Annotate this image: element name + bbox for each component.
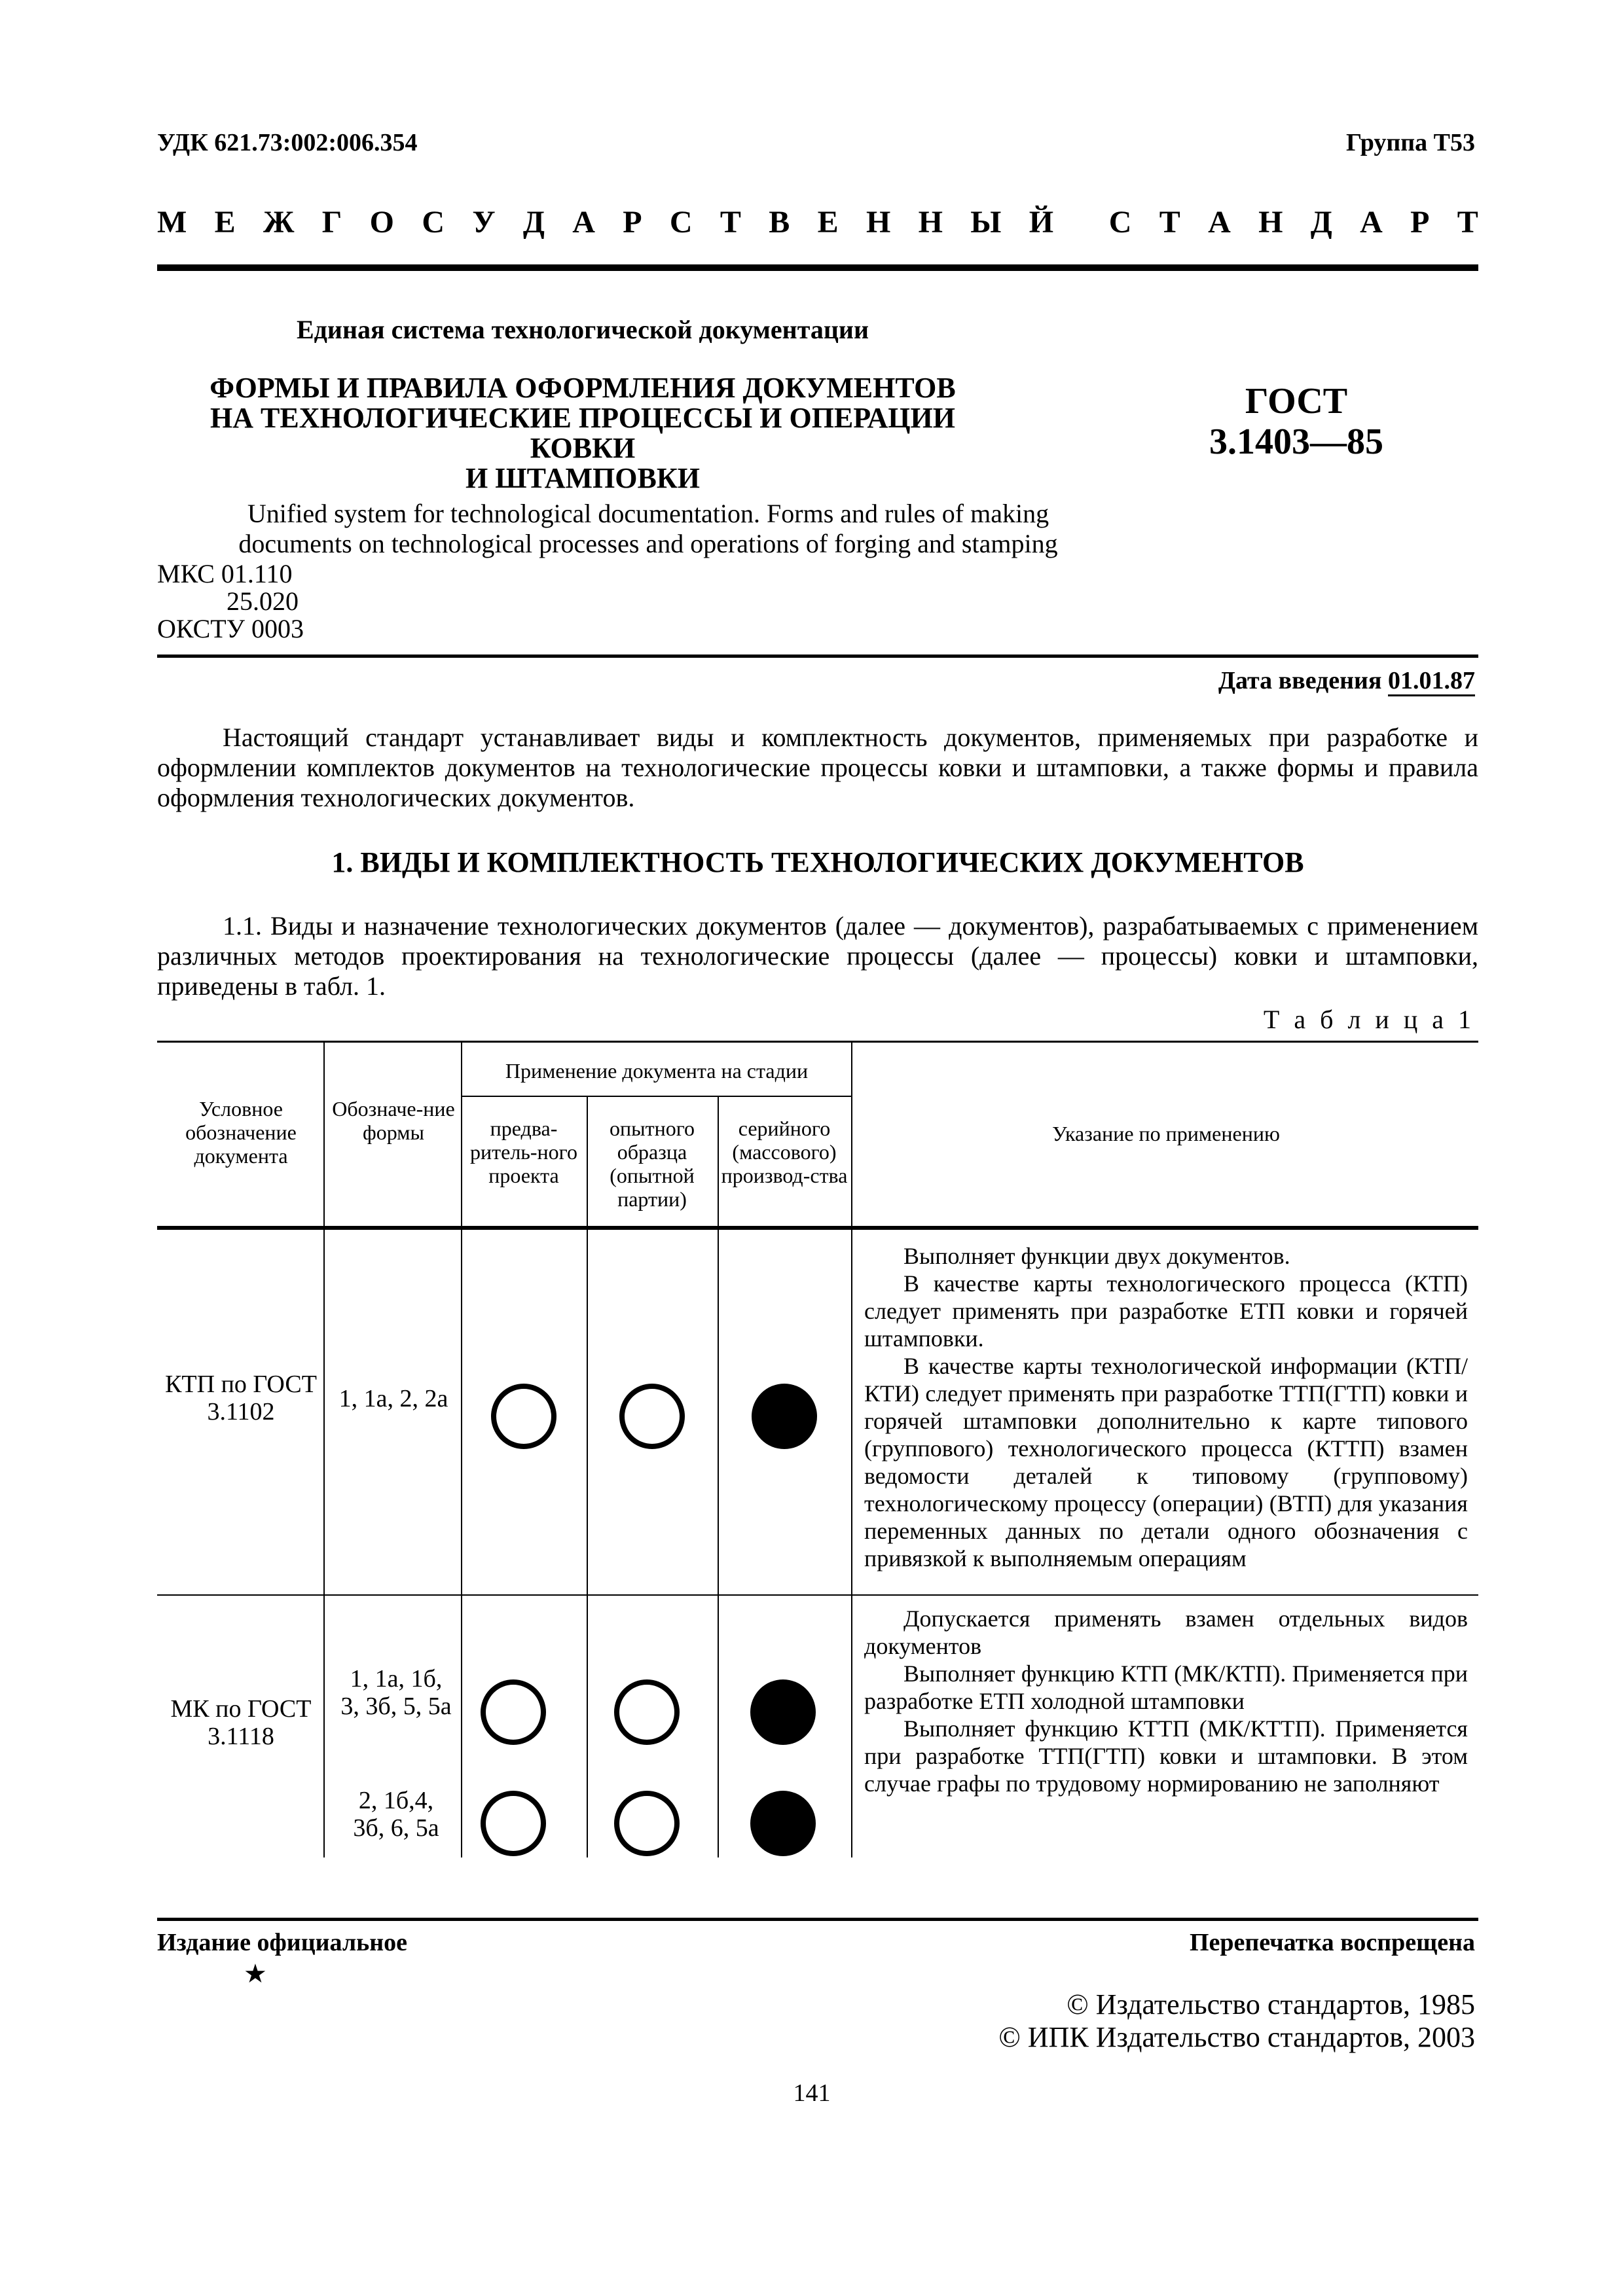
col-line-3 — [587, 1096, 588, 1857]
col-line-1 — [323, 1041, 325, 1857]
banner-letter: Р — [623, 205, 642, 240]
banner-letter: С — [422, 205, 445, 240]
filled-circle-icon — [752, 1384, 817, 1449]
header-stage-group: Применение документа на стадии — [505, 1059, 809, 1083]
title-rule — [157, 655, 1478, 658]
copyright-2003: © ИПК Издательство стандартов, 2003 — [998, 2021, 1475, 2053]
banner-rule — [157, 264, 1478, 271]
banner-letter: У — [472, 205, 496, 240]
system-name: Единая система технологической документации — [297, 315, 869, 344]
row2-document: МК по ГОСТ 3.1118 — [170, 1695, 312, 1750]
standard-banner — [157, 204, 1478, 240]
banner-letter: С — [669, 205, 693, 240]
title-line-3: И ШТАМПОВКИ — [465, 462, 700, 494]
row1-forms: 1, 1а, 2, 2а — [338, 1385, 448, 1412]
header-stage-serial: серийного (массового) производ-ства — [721, 1117, 848, 1187]
english-title — [157, 499, 1139, 559]
official-edition: Издание официальное — [157, 1929, 408, 1956]
banner-letter: О — [369, 205, 394, 240]
banner-letter: Т — [1159, 205, 1180, 240]
table-caption: Т а б л и ц а 1 — [1263, 1005, 1475, 1034]
open-circle-icon — [491, 1384, 556, 1449]
banner-letter: Д — [1310, 205, 1332, 240]
page-number: 141 — [793, 2079, 831, 2107]
row2-forms-a: 1, 1а, 1б, 3, 3б, 5, 5а — [340, 1665, 452, 1720]
banner-letter: Е — [214, 205, 236, 240]
intro-date-label: Дата введения — [1218, 667, 1382, 694]
header-usage-notes: Указание по применению — [1052, 1122, 1280, 1145]
banner-letter: Т — [1457, 205, 1478, 240]
row1-note-2: В качестве карты технологического процесса (КТП) следует применять при разработке ЕТП ковки и горячей штамповки. — [864, 1270, 1468, 1352]
title-line-1: ФОРМЫ И ПРАВИЛА ОФОРМЛЕНИЯ ДОКУМЕНТОВ — [210, 372, 956, 404]
row1-note-1: Выполняет функции двух документов. — [903, 1243, 1290, 1269]
table-top-rule — [157, 1041, 1478, 1043]
section-heading: 1. ВИДЫ И КОМПЛЕКТНОСТЬ ТЕХНОЛОГИЧЕСКИХ ДОКУМЕНТОВ — [331, 846, 1304, 878]
col-line-2 — [461, 1041, 462, 1857]
classification-codes — [157, 560, 304, 643]
banner-letter: Н — [918, 205, 943, 240]
row1-note-3: В качестве карты технологической информации (КТП/КТИ) следует применять при разработке ТТП(ГТП) ковки и горячей штамповки дополнительно к карте типового (группового) технологического процесса (КТТП) взамен ведомости деталей к типовому (групповому) технологическому процессу (операции) (ВТП) для указания переменных данных по детали одного обозначения с привязкой к выполняемым операциям — [864, 1353, 1468, 1571]
banner-letter: А — [572, 205, 595, 240]
open-circle-icon — [481, 1791, 546, 1856]
english-line-1: Unified system for technological documentation. Forms and rules of making — [247, 499, 1049, 528]
banner-letter: Р — [1410, 205, 1430, 240]
header-form-designation: Обозначе-ние формы — [332, 1097, 455, 1144]
row2-note-2: Выполняет функцию КТП (МК/КТП). Применяется при разработке ЕТП холодной штамповки — [864, 1660, 1468, 1714]
banner-letter: В — [769, 205, 790, 240]
section-paragraph: 1.1. Виды и назначение технологических документов (далее — документов), разрабатываемых с применением различных методов проектирования на технологические процессы (далее — процессы) ковки и штамповки, приведены в табл. 1. — [157, 911, 1478, 1001]
header-bottom-rule — [157, 1226, 1478, 1230]
banner-letter: А — [1360, 205, 1383, 240]
gost-number: 3.1403—85 — [1209, 422, 1383, 462]
banner-letter: Д — [522, 205, 545, 240]
document-title — [157, 373, 1008, 493]
banner-letter: Г — [321, 205, 342, 240]
banner-letter: Т — [720, 205, 741, 240]
header-stage-prototype: опытного образца (опытной партии) — [609, 1117, 695, 1211]
copyright-block — [998, 1988, 1475, 2054]
udk-code: УДК 621.73:002:006.354 — [157, 129, 418, 156]
header-doc-designation: Условное обозначение документа — [185, 1097, 297, 1168]
gost-designation — [1165, 381, 1427, 462]
row2-notes — [864, 1605, 1468, 1797]
copyright-1985: © Издательство стандартов, 1985 — [1067, 1988, 1475, 2020]
open-circle-icon — [614, 1679, 680, 1745]
star-icon: ★ — [244, 1959, 267, 1988]
reprint-prohibited: Перепечатка воспрещена — [1189, 1929, 1475, 1956]
col-line-4 — [718, 1096, 719, 1857]
col-line-5 — [851, 1041, 852, 1857]
row-divider — [157, 1594, 1478, 1596]
mks-line-1: МКС 01.110 — [157, 559, 293, 588]
intro-paragraph: Настоящий стандарт устанавливает виды и комплектность документов, применяемых при разработке и оформлении комплектов документов на технологические процессы ковки и штамповки, а также формы и правила оформления технологических документов. — [157, 723, 1478, 812]
filled-circle-icon — [750, 1679, 816, 1745]
footer-rule — [157, 1918, 1478, 1921]
banner-letter: С — [1108, 205, 1132, 240]
banner-letter: Н — [866, 205, 891, 240]
open-circle-icon — [481, 1679, 546, 1745]
header-stage-preliminary: предва-ритель-ного проекта — [470, 1117, 577, 1187]
intro-date-value: 01.01.87 — [1388, 667, 1475, 696]
stage-group-rule — [461, 1096, 851, 1097]
banner-letter: Н — [1258, 205, 1283, 240]
open-circle-icon — [614, 1791, 680, 1856]
open-circle-icon — [619, 1384, 685, 1449]
banner-letter: Ж — [263, 205, 295, 240]
english-line-2: documents on technological processes and operations of forging and stamping — [238, 529, 1058, 558]
group-code: Группа Т53 — [1345, 129, 1475, 156]
intro-date — [1218, 666, 1475, 695]
banner-letter: А — [1208, 205, 1231, 240]
row2-note-3: Выполняет функцию КТТП (МК/КТТП). Применяется при разработке ТТП(ГТП) ковки и штамповки. В этом случае графы по трудовому нормированию не заполняют — [864, 1715, 1468, 1797]
banner-letter: Ы — [970, 205, 1002, 240]
title-line-2: НА ТЕХНОЛОГИЧЕСКИЕ ПРОЦЕССЫ И ОПЕРАЦИИ КОВКИ — [210, 402, 955, 464]
banner-letter: М — [157, 205, 187, 240]
row2-note-1: Допускается применять взамен отдельных видов документов — [864, 1605, 1468, 1659]
row2-forms-b: 2, 1б,4, 3б, 6, 5а — [353, 1787, 439, 1842]
banner-letter: Е — [817, 205, 839, 240]
okstu-code: ОКСТУ 0003 — [157, 614, 304, 643]
banner-letter: Й — [1029, 205, 1054, 240]
row1-document: КТП по ГОСТ 3.1102 — [165, 1371, 317, 1426]
gost-label: ГОСТ — [1245, 381, 1348, 422]
filled-circle-icon — [750, 1791, 816, 1856]
mks-line-2: 25.020 — [227, 586, 299, 616]
row1-notes — [864, 1242, 1468, 1572]
